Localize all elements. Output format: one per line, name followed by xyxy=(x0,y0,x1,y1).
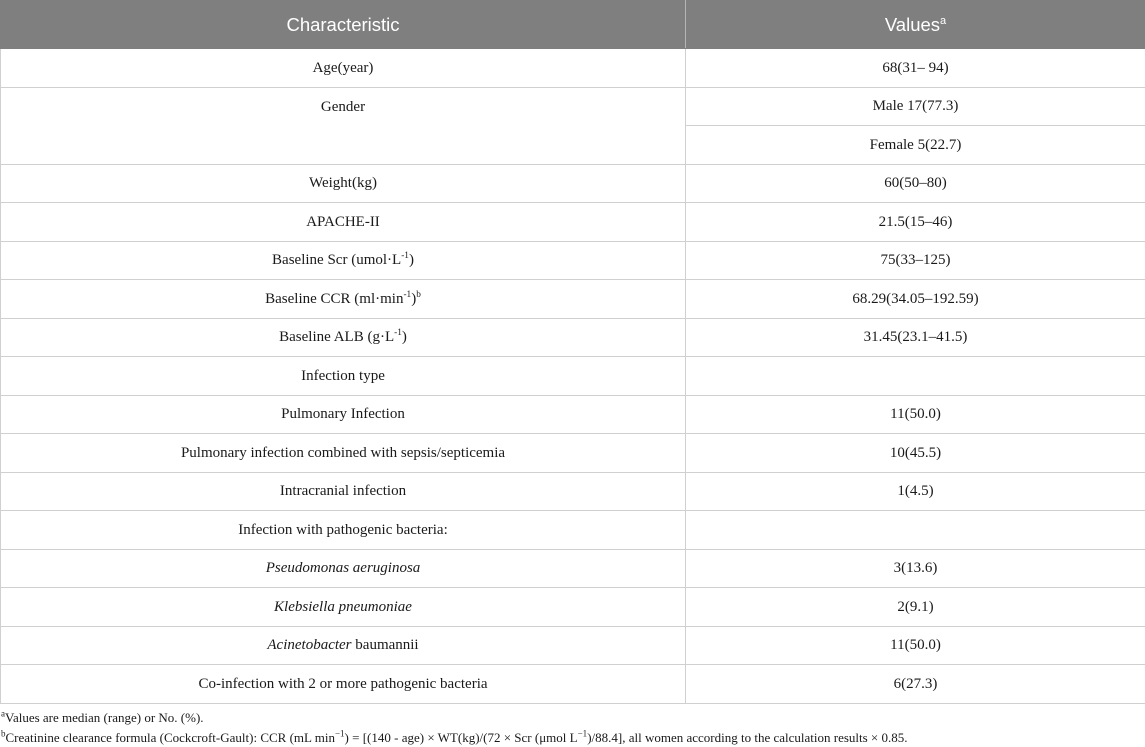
value-cell xyxy=(686,665,1145,704)
characteristic-label: APACHE-II xyxy=(306,213,380,230)
values-header xyxy=(686,1,1145,49)
header-row xyxy=(1,1,1145,49)
values-header-label: Values xyxy=(884,13,941,35)
characteristic-label: Baseline Scr (umol·L xyxy=(272,252,402,269)
table-row xyxy=(1,280,1145,319)
value-text: 31.45(23.1–41.5) xyxy=(863,329,968,346)
characteristic-cell xyxy=(1,87,686,164)
value-cell xyxy=(686,357,1145,396)
characteristic-label: Infection with pathogenic bacteria: xyxy=(238,521,448,538)
value-text: 68(31– 94) xyxy=(882,59,949,76)
characteristic-label: Infection type xyxy=(301,367,385,384)
characteristic-cell xyxy=(1,203,686,242)
value-text: 6(27.3) xyxy=(893,675,938,692)
value-text: 60(50–80) xyxy=(884,175,947,192)
value-cell xyxy=(686,511,1145,550)
footnote-mark: b xyxy=(1,728,6,739)
characteristic-cell xyxy=(1,164,686,203)
characteristic-label: Pulmonary Infection xyxy=(281,406,405,423)
species-epithet: baumannii xyxy=(351,637,419,654)
value-text: 11(50.0) xyxy=(890,406,941,423)
table-row xyxy=(1,87,1145,126)
characteristic-label: Gender xyxy=(320,98,366,115)
value-text: Male 17(77.3) xyxy=(872,98,959,115)
value-text: 75(33–125) xyxy=(880,252,951,269)
characteristic-label: Baseline CCR (ml·min xyxy=(265,290,404,307)
footnote-b xyxy=(1,728,1145,747)
value-cell xyxy=(686,87,1145,126)
characteristic-cell xyxy=(1,395,686,434)
value-cell xyxy=(686,318,1145,357)
value-text: 10(45.5) xyxy=(889,444,942,461)
table-row xyxy=(1,164,1145,203)
characteristic-label-end: ) xyxy=(408,252,414,269)
table-row xyxy=(1,203,1145,242)
table-row xyxy=(1,588,1145,627)
footnotes xyxy=(0,704,1145,747)
characteristic-label: Age(year) xyxy=(312,59,374,76)
footnote-mark: b xyxy=(416,289,421,300)
table-row xyxy=(1,357,1145,396)
characteristic-label-end: ) xyxy=(401,329,407,346)
characteristic-header-label: Characteristic xyxy=(286,13,400,35)
value-cell xyxy=(686,626,1145,665)
table-row xyxy=(1,395,1145,434)
value-cell xyxy=(686,472,1145,511)
characteristic-cell xyxy=(1,472,686,511)
genus-name: Acinetobacter xyxy=(267,637,352,654)
footnote-text: )/88.4], all women according to the calculation results × 0.85. xyxy=(587,729,908,745)
characteristic-cell xyxy=(1,626,686,665)
footnote-mark: a xyxy=(1,708,5,719)
characteristic-cell xyxy=(1,511,686,550)
value-text: 68.29(34.05–192.59) xyxy=(852,290,979,307)
footnote-a xyxy=(1,708,1145,728)
value-text: Female 5(22.7) xyxy=(869,136,962,153)
value-cell xyxy=(686,434,1145,473)
characteristic-label: Pulmonary infection combined with sepsis/septicemia xyxy=(180,444,506,461)
value-text: 21.5(15–46) xyxy=(878,213,953,230)
unit-exponent: −1 xyxy=(334,728,345,739)
characteristic-cell xyxy=(1,434,686,473)
value-cell xyxy=(686,395,1145,434)
value-text: 11(50.0) xyxy=(890,637,941,654)
characteristic-header xyxy=(1,1,686,49)
characteristic-cell xyxy=(1,588,686,627)
characteristic-cell xyxy=(1,549,686,588)
characteristic-cell xyxy=(1,241,686,280)
characteristic-label: Intracranial infection xyxy=(279,483,407,500)
unit-exponent: -1 xyxy=(401,251,409,262)
table-row xyxy=(1,626,1145,665)
value-cell xyxy=(686,126,1145,165)
characteristic-label: Weight(kg) xyxy=(309,175,377,192)
footnote-mark: a xyxy=(940,14,947,27)
table-row xyxy=(1,241,1145,280)
footnote-text: Creatinine clearance formula (Cockcroft-Gault): CCR (mL min xyxy=(5,729,335,745)
table-row xyxy=(1,665,1145,704)
characteristic-cell xyxy=(1,49,686,88)
table-row xyxy=(1,549,1145,588)
footnote-text: Values are median (range) or No. (%). xyxy=(5,709,204,725)
characteristic-label: Baseline ALB (g·L xyxy=(279,329,395,346)
footnote-text: ) = [(140 - age) × WT(kg)/(72 × Scr (μmol L xyxy=(344,729,578,745)
unit-exponent: -1 xyxy=(403,289,412,300)
value-cell xyxy=(686,49,1145,88)
value-cell xyxy=(686,280,1145,319)
species-name: Klebsiella pneumoniae xyxy=(274,598,412,615)
table-row xyxy=(1,49,1145,88)
value-cell xyxy=(686,241,1145,280)
value-text: 1(4.5) xyxy=(897,483,934,500)
value-text: 3(13.6) xyxy=(893,560,938,577)
characteristic-cell xyxy=(1,318,686,357)
value-cell xyxy=(686,203,1145,242)
table-row xyxy=(1,511,1145,550)
characteristic-cell xyxy=(1,280,686,319)
table-row xyxy=(1,434,1145,473)
value-cell xyxy=(686,549,1145,588)
table-row xyxy=(1,472,1145,511)
characteristic-label: Co-infection with 2 or more pathogenic bacteria xyxy=(198,675,488,692)
species-name: Pseudomonas aeruginosa xyxy=(265,560,421,577)
value-cell xyxy=(686,588,1145,627)
unit-exponent: −1 xyxy=(577,728,588,739)
characteristic-cell xyxy=(1,665,686,704)
value-cell xyxy=(686,164,1145,203)
table-row xyxy=(1,318,1145,357)
characteristic-cell xyxy=(1,357,686,396)
characteristic-label-end: ) xyxy=(411,290,417,307)
unit-exponent: -1 xyxy=(394,328,402,339)
value-text: 2(9.1) xyxy=(897,598,934,615)
